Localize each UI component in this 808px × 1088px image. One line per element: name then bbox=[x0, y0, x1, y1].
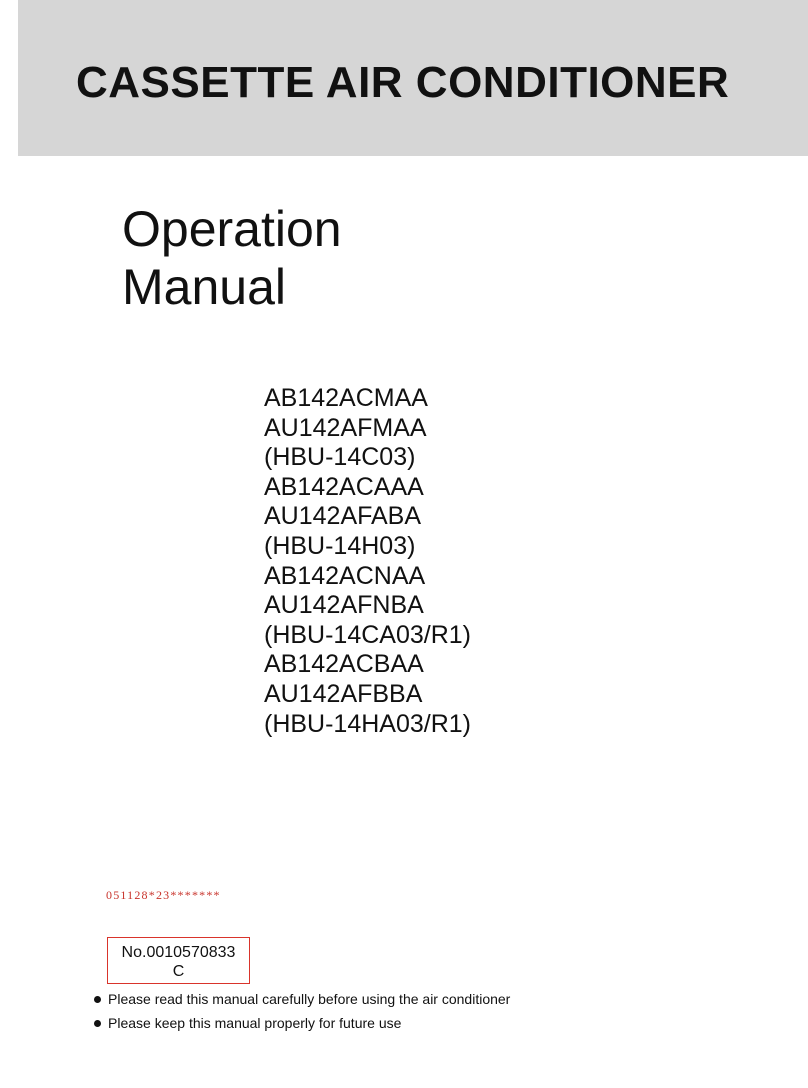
bullet-icon bbox=[94, 1020, 101, 1027]
document-revision: C bbox=[172, 963, 185, 980]
model-item: AU142AFMAA bbox=[264, 413, 427, 442]
document-title-line2: Manual bbox=[122, 259, 286, 315]
document-title-line1: Operation bbox=[122, 201, 342, 257]
document-number: No.0010570833 bbox=[121, 944, 236, 961]
notes-list bbox=[92, 989, 510, 1037]
model-item: (HBU-14H03) bbox=[264, 531, 416, 560]
model-list bbox=[264, 384, 471, 739]
model-item: AB142ACMAA bbox=[264, 384, 428, 412]
model-item: (HBU-14C03) bbox=[264, 443, 416, 472]
serial-stamp: 051128*23******* bbox=[106, 888, 221, 902]
document-number-box bbox=[107, 937, 250, 984]
note-item bbox=[92, 1013, 510, 1037]
note-text: Please read this manual carefully before using the air conditioner bbox=[108, 991, 511, 1007]
model-item: AU142AFBBA bbox=[264, 679, 423, 708]
model-item: (HBU-14HA03/R1) bbox=[264, 709, 472, 738]
model-item: (HBU-14CA03/R1) bbox=[264, 620, 472, 649]
bullet-icon bbox=[94, 996, 101, 1003]
model-item: AU142AFNBA bbox=[264, 591, 424, 620]
model-item: AB142ACNAA bbox=[264, 561, 426, 590]
model-item: AB142ACAAA bbox=[264, 472, 424, 501]
note-text: Please keep this manual properly for future use bbox=[108, 1015, 402, 1031]
note-item bbox=[92, 989, 510, 1013]
model-item: AB142ACBAA bbox=[264, 650, 424, 679]
document-title bbox=[122, 200, 342, 316]
model-item: AU142AFABA bbox=[264, 502, 422, 531]
header-title: CASSETTE AIR CONDITIONER bbox=[76, 58, 730, 107]
